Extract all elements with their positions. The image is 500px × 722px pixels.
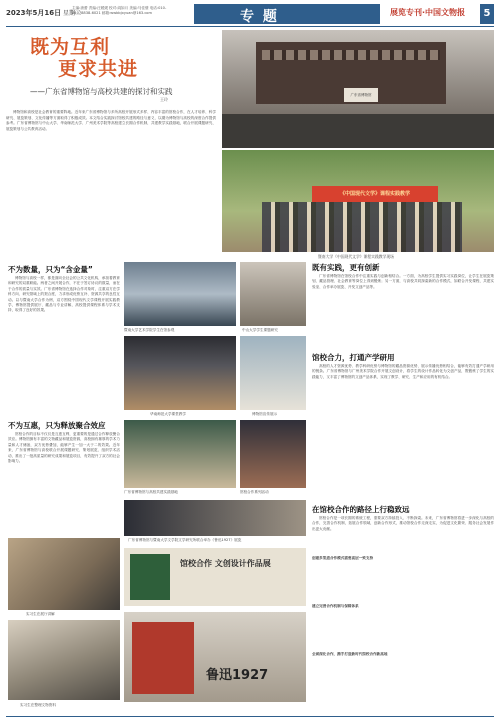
section-body-4: 高校的人才资源优势、教学科研优势与博物馆的藏品资源优势、展示传播优势相结合，能够有效打通产学研用的链条。广东省博物馆与广州美术学院合作开展文创设计，将学生的设计作品转化为文创产品，既锻炼了学生的实践能力，又丰富了博物馆的文创产品体系，实现了教学、研究、生产和应用的有机结合。: [312, 364, 494, 379]
poster-title: 馆校合作 文创设计作品展: [180, 559, 271, 568]
editor-credits: 主编:唐蕾 责编:汪媛媛 校对:阎如月 美编:马佳璧 电话:010-84078838-6021 邮箱:wwbbjxyuan@163.com: [72, 6, 167, 15]
photo-caption-3: 华南师范大学课堂教学: [150, 412, 186, 416]
section-body-1: 博物馆与高校一样，都是面向全社会的公共文化机构，承担着教育和研究的双重职能。两者之间开展合作，不在于签订协议的数量，而在于合作的质量与实效。广东省博物馆在选择合作对象时，注重双方在学科方向、研究领域上的契合度，力求形成优势互补、资源共享的良性互动。以与暨南大学合作为例，双方围绕中国现代文学课程开展实践教学，博物馆提供展厅、藏品与专业讲解，高校提供课程体系与学术支持，取得了良好的效果。: [8, 276, 120, 313]
photo-caption-8: 实习生在展厅讲解: [26, 612, 55, 616]
photo-caption-1: 暨南大学艺术学院学生在馆参观: [124, 328, 175, 332]
luxun-title: 鲁迅1927: [206, 668, 269, 683]
section-body-3: 广东省博物馆在馆校合作中注重实践与创新相结合。一方面，为高校学生提供实习实践岗位，让学生在展览策划、藏品管理、社会教育等岗位上得到锻炼；另一方面，与高校共同探索新的合作模式，如联合开发课程、共建实验室、合作举办展览、开发文创产品等。: [312, 274, 494, 289]
building-facade: [262, 50, 440, 60]
photo-caption-4: 博物馆宣传展示: [252, 412, 278, 416]
plaza: [222, 114, 494, 148]
section-body-2: 馆校合作的目标不仅仅是互惠互利，更重要的是通过合作释放聚合效应。博物馆拥有丰富的文物藏品和展览资源，高校拥有雄厚的学术力量和人才储备，双方优势叠加，能够产生一加一大于二的效果。近年来，广东省博物馆与高校联合开展课题研究、策划展览、组织学术活动，推出了一批高质量的研究成果和展览项目，有效提升了双方的社会影响力。: [8, 432, 120, 464]
students-visit-photo: [124, 262, 236, 326]
photo-caption-9: 实习生在整理文物资料: [20, 703, 56, 707]
section-banner: [194, 4, 380, 24]
luxun-poster: [124, 612, 306, 702]
section-heading-4: 馆校合力，打通产学研用: [312, 353, 395, 362]
photo-caption-5: 广东省博物馆与高校共建实践基地: [124, 490, 178, 494]
museum-sign: 广东省博物馆: [344, 88, 378, 102]
headline-subtitle: ——广东省博物馆与高校共建的探讨和实践: [30, 87, 173, 96]
poster-block: [132, 622, 194, 694]
museum-building-photo: [222, 30, 494, 148]
base-photo: [124, 420, 236, 488]
section-title: 专 题: [240, 9, 279, 25]
intro-paragraph: 博物馆和高校是社会教育的重要阵地。近年来广东省博物馆与多所高校开展形式多样、内容丰富的馆校合作，在人才培养、科学研究、展览策划、文化传播等方面取得了积极成效。本文结合实践探讨馆校共建的路径与意义，以期为博物馆与高校的深度合作提供参考。广东省博物馆与中山大学、华南师范大学、广州美术学院等高校建立长期合作机制，共建教学实践基地，联合开展课题研究、展览策划与公共教育活动。: [6, 110, 216, 131]
photo-caption-7: 广东省博物馆与暨南大学文学院文学研究所联合举办《鲁迅1927》展览: [128, 538, 242, 542]
main-headline: 既为互利 更求共进: [30, 36, 139, 80]
group-photo: [222, 150, 494, 252]
poster-book: [130, 554, 170, 600]
photo-caption-6: 馆校合作系列活动: [240, 490, 269, 494]
classroom-photo: [124, 336, 236, 410]
masthead-rule: [6, 26, 494, 27]
group-banner: 《中国现代文学》课程实践教学: [312, 186, 438, 202]
section-heading-2: 不为互惠，只为释放聚合效应: [8, 421, 106, 430]
page-number: 5: [480, 4, 494, 24]
design-poster: [124, 548, 306, 606]
section-body-5: 馆校合作是一项长期的系统工程，需要双方持续投入、不断探索。未来，广东省博物馆将进一步深化与高校的合作，完善合作机制，拓展合作领域，创新合作形式，推动馆校合作走深走实，为促进文化繁荣、服务社会发展作出更大贡献。: [312, 516, 494, 531]
section-heading-5: 在馆校合作的路径上行稳致远: [312, 505, 410, 514]
section-heading-1: 不为数量，只为“含金量”: [8, 265, 93, 274]
subheading-5-2: 建立完善合作机制与保障体系: [312, 604, 359, 608]
newspaper-name: 展览专刊·中国文物报: [390, 8, 466, 17]
intern-explaining-photo: [8, 538, 120, 610]
byline: 王玲: [160, 97, 168, 102]
group-people: [262, 202, 462, 252]
footer-rule: [6, 716, 494, 717]
museum-display-photo: [240, 336, 306, 410]
section-heading-3: 既有实践，更有创新: [312, 263, 380, 272]
issue-date: 2023年5月16日 星期二: [6, 9, 82, 17]
group-photo-caption: 暨南大学《中国现代文学》课程实践教学现场: [318, 254, 394, 259]
subheading-5-3: 全面深化合作，携手打造新时代馆校合作新高地: [312, 652, 388, 656]
subheading-5-1: 创建多渠道合作模式需要高层一致支持: [312, 556, 374, 560]
activity-photo: [240, 420, 306, 488]
research-photo: [240, 262, 306, 326]
masthead: [6, 4, 494, 24]
intern-archive-photo: [8, 620, 120, 700]
exhibition-hall-photo: [124, 500, 306, 536]
photo-caption-2: 中山大学学生课题研究: [242, 328, 278, 332]
